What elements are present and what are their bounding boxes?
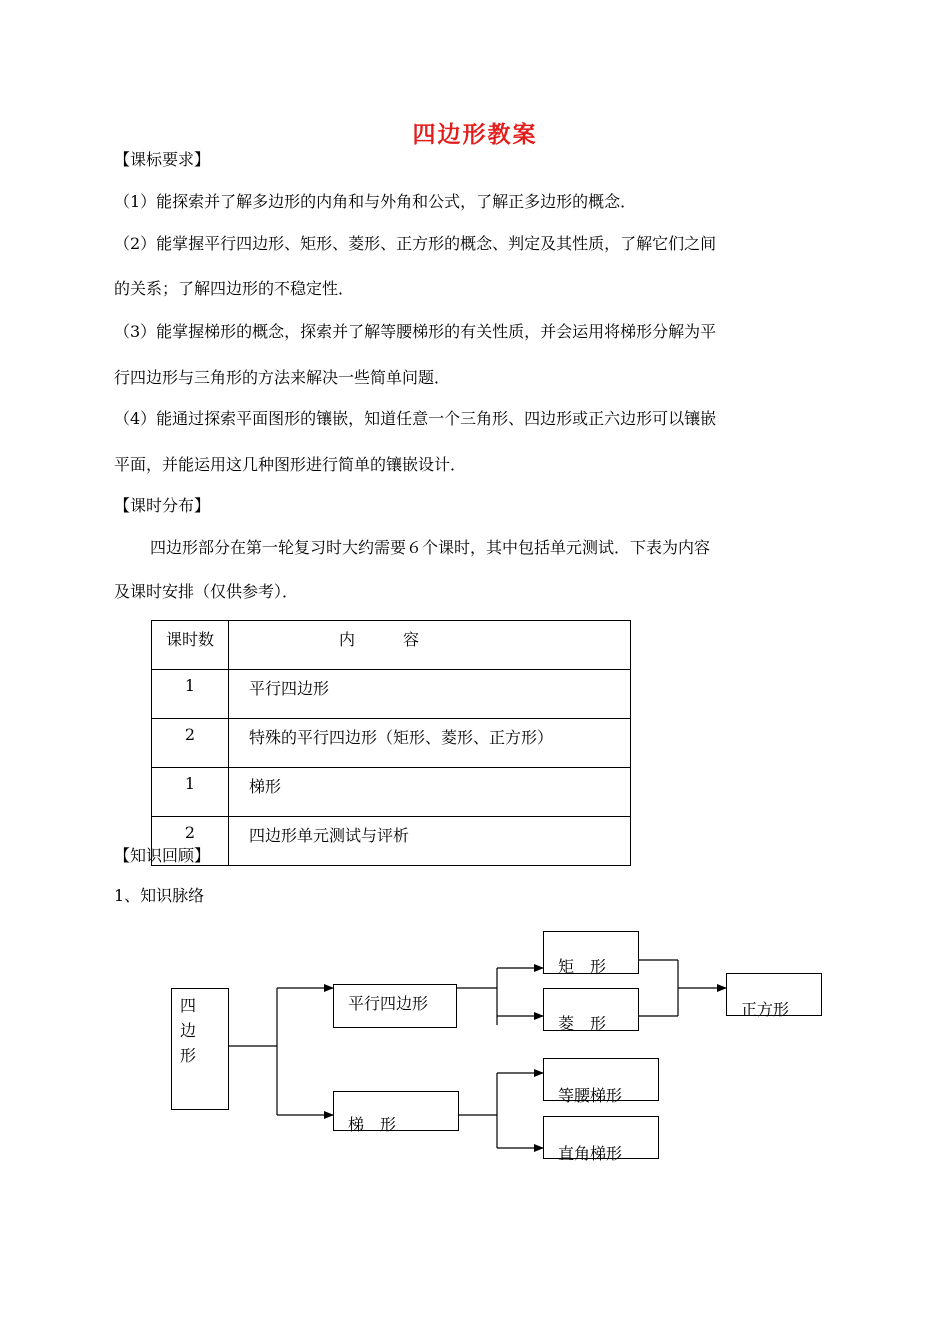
node-square: 正方形	[726, 973, 822, 1016]
row-hours: 1	[152, 768, 229, 817]
standard-item-4-line-1: （4）能通过探索平面图形的镶嵌，知道任意一个三角形、四边形或正六边形可以镶嵌	[114, 409, 717, 428]
node-parallelogram: 平行四边形	[333, 984, 457, 1028]
section-heading-review: 【知识回顾】	[114, 846, 211, 865]
node-quadrilateral: 四 边 形	[171, 988, 229, 1110]
row-hours: 2	[152, 817, 229, 866]
standard-item-1: （1）能探索并了解多边形的内角和与外角和公式，了解正多边形的概念．	[114, 192, 637, 211]
row-content: 特殊的平行四边形（矩形、菱形、正方形）	[229, 719, 631, 768]
page-title: 四边形教案	[412, 122, 538, 148]
standard-item-2-line-2: 的关系；了解四边形的不稳定性．	[114, 279, 355, 298]
row-content: 四边形单元测试与评析	[229, 817, 631, 866]
row-hours: 1	[152, 670, 229, 719]
node-isosceles-trapezoid: 等腰梯形	[543, 1058, 659, 1101]
review-subheading-knowledge-map: 1、知识脉络	[114, 886, 205, 905]
node-rectangle: 矩 形	[543, 931, 639, 974]
section-heading-schedule: 【课时分布】	[114, 496, 211, 515]
header-hours: 课时数	[152, 621, 229, 670]
section-heading-standards: 【课标要求】	[114, 150, 211, 169]
node-right-trapezoid: 直角梯形	[543, 1116, 659, 1159]
standard-item-4-line-2: 平面，并能运用这几种图形进行简单的镶嵌设计．	[114, 455, 467, 474]
header-content-label: 内 容	[338, 630, 419, 649]
standard-item-3-line-2: 行四边形与三角形的方法来解决一些简单问题．	[114, 368, 451, 387]
row-content: 梯形	[229, 768, 631, 817]
schedule-paragraph-line-2: 及课时安排（仅供参考）．	[114, 582, 299, 601]
schedule-paragraph-line-1: 四边形部分在第一轮复习时大约需要６个课时，其中包括单元测试．下表为内容	[150, 538, 711, 557]
node-rhombus: 菱 形	[543, 988, 639, 1031]
standard-item-3-line-1: （3）能掌握梯形的概念，探索并了解等腰梯形的有关性质，并会运用将梯形分解为平	[114, 322, 717, 341]
node-trapezoid: 梯 形	[333, 1091, 459, 1131]
standard-item-2-line-1: （2）能掌握平行四边形、矩形、菱形、正方形的概念、判定及其性质，了解它们之间	[114, 234, 717, 253]
row-content: 平行四边形	[229, 670, 631, 719]
row-hours: 2	[152, 719, 229, 768]
